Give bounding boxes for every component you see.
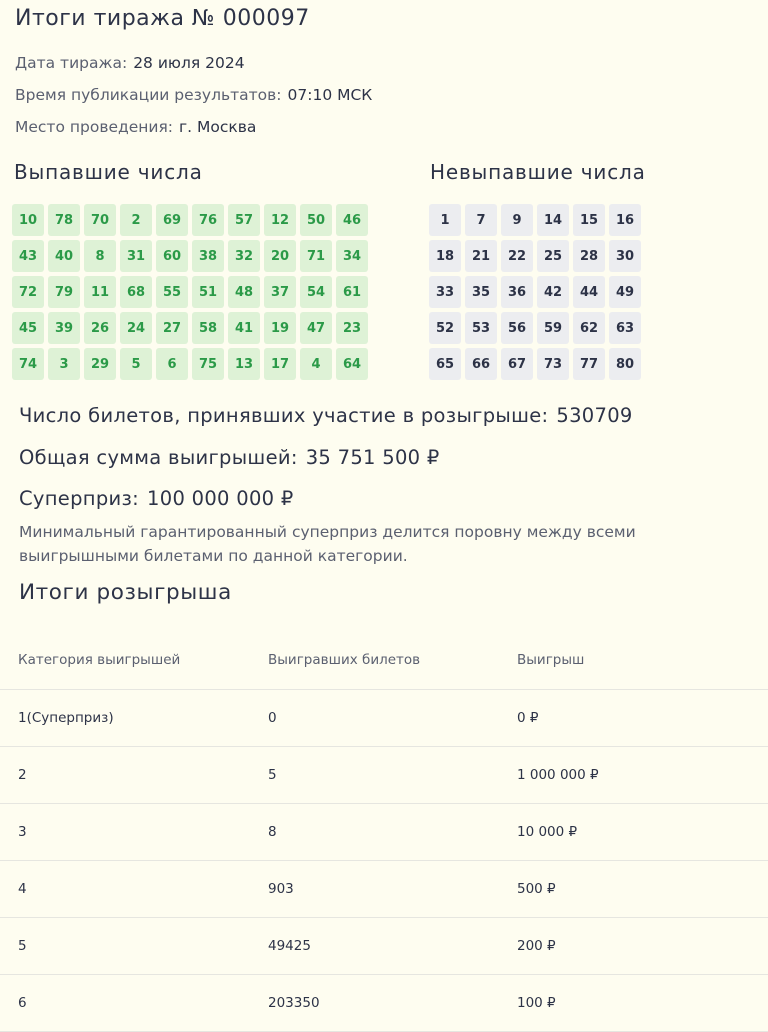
drawn-ball: 3 [48,348,80,380]
drawn-ball: 17 [264,348,296,380]
drawn-ball: 61 [336,276,368,308]
winners-cell: 903 [250,861,499,918]
missed-ball: 77 [573,348,605,380]
missed-ball: 28 [573,240,605,272]
drawn-numbers-heading: Выпавшие числа [14,160,203,184]
category-cell: 2 [0,747,250,804]
drawn-numbers-grid [12,204,368,380]
missed-ball: 9 [501,204,533,236]
publish-time-label: Время публикации результатов: [15,86,282,104]
superprize-value: 100 000 000 ₽ [147,487,294,510]
missed-ball: 22 [501,240,533,272]
drawn-ball: 29 [84,348,116,380]
drawn-ball: 74 [12,348,44,380]
prize-cell: 200 ₽ [499,918,768,975]
drawn-ball: 26 [84,312,116,344]
category-cell: 6 [0,975,250,1032]
drawn-ball: 55 [156,276,188,308]
drawn-ball: 23 [336,312,368,344]
column-header-category: Категория выигрышей [0,630,250,690]
column-header-winners: Выигравших билетов [250,630,499,690]
drawn-ball: 32 [228,240,260,272]
missed-ball: 30 [609,240,641,272]
results-header-row [0,630,768,690]
category-cell: 3 [0,804,250,861]
missed-ball: 1 [429,204,461,236]
drawn-ball: 8 [84,240,116,272]
draw-place-value: г. Москва [179,118,257,136]
drawn-ball: 51 [192,276,224,308]
drawn-ball: 40 [48,240,80,272]
drawn-ball: 78 [48,204,80,236]
page-title: Итоги тиража № 000097 [15,6,310,31]
total-winnings-row [19,446,440,469]
drawn-ball: 75 [192,348,224,380]
missed-ball: 36 [501,276,533,308]
publish-time-row [15,86,372,104]
superprize-note: Минимальный гарантированный суперприз делится поровну между всеми выигрышными билетами по данной категории. [19,523,636,565]
drawn-ball: 5 [120,348,152,380]
drawn-ball: 11 [84,276,116,308]
drawn-ball: 12 [264,204,296,236]
drawn-ball: 79 [48,276,80,308]
table-row [0,747,768,804]
draw-place-label: Место проведения: [15,118,174,136]
table-row [0,861,768,918]
drawn-ball: 19 [264,312,296,344]
drawn-ball: 27 [156,312,188,344]
superprize-label: Суперприз: [19,487,140,510]
drawn-ball: 54 [300,276,332,308]
drawn-ball: 46 [336,204,368,236]
drawn-ball: 20 [264,240,296,272]
missed-ball: 67 [501,348,533,380]
missed-ball: 62 [573,312,605,344]
tickets-count-value: 530709 [556,404,633,427]
total-winnings-value: 35 751 500 ₽ [305,446,440,469]
column-header-prize: Выигрыш [499,630,768,690]
missed-ball: 14 [537,204,569,236]
winners-cell: 49425 [250,918,499,975]
drawn-ball: 10 [12,204,44,236]
total-winnings-label: Общая сумма выигрышей: [19,446,298,469]
results-body [0,690,768,1032]
tickets-count-label: Число билетов, принявших участие в розыгрыше: [19,404,549,427]
drawn-ball: 48 [228,276,260,308]
drawn-ball: 47 [300,312,332,344]
winners-cell: 8 [250,804,499,861]
missed-ball: 21 [465,240,497,272]
drawn-ball: 39 [48,312,80,344]
drawn-ball: 4 [300,348,332,380]
drawn-ball: 50 [300,204,332,236]
drawn-ball: 6 [156,348,188,380]
drawn-ball: 70 [84,204,116,236]
missed-ball: 35 [465,276,497,308]
drawn-ball: 38 [192,240,224,272]
missed-ball: 53 [465,312,497,344]
missed-ball: 33 [429,276,461,308]
missed-numbers-grid [429,204,641,380]
drawn-ball: 45 [12,312,44,344]
category-cell: 5 [0,918,250,975]
missed-ball: 15 [573,204,605,236]
winners-cell: 203350 [250,975,499,1032]
missed-ball: 59 [537,312,569,344]
drawn-ball: 31 [120,240,152,272]
missed-ball: 52 [429,312,461,344]
table-row [0,804,768,861]
winners-cell: 5 [250,747,499,804]
drawn-ball: 71 [300,240,332,272]
prize-cell: 10 000 ₽ [499,804,768,861]
table-row [0,975,768,1032]
missed-ball: 18 [429,240,461,272]
winners-cell: 0 [250,690,499,747]
drawn-ball: 76 [192,204,224,236]
drawn-ball: 24 [120,312,152,344]
drawn-ball: 13 [228,348,260,380]
draw-date-value: 28 июля 2024 [133,54,245,72]
table-row [0,690,768,747]
missed-ball: 80 [609,348,641,380]
publish-time-value: 07:10 МСК [287,86,373,104]
missed-ball: 44 [573,276,605,308]
drawn-ball: 57 [228,204,260,236]
missed-ball: 73 [537,348,569,380]
drawn-ball: 34 [336,240,368,272]
missed-ball: 25 [537,240,569,272]
draw-date-label: Дата тиража: [15,54,128,72]
drawn-ball: 69 [156,204,188,236]
draw-place-row [15,118,256,136]
drawn-ball: 58 [192,312,224,344]
prize-cell: 0 ₽ [499,690,768,747]
missed-ball: 49 [609,276,641,308]
draw-date-row [15,54,245,72]
tickets-count-row [19,404,633,427]
prize-cell: 500 ₽ [499,861,768,918]
missed-ball: 16 [609,204,641,236]
superprize-row [19,487,294,510]
drawn-ball: 68 [120,276,152,308]
drawn-ball: 41 [228,312,260,344]
prize-cell: 100 ₽ [499,975,768,1032]
table-row [0,918,768,975]
drawn-ball: 64 [336,348,368,380]
drawn-ball: 43 [12,240,44,272]
results-heading: Итоги розыгрыша [19,580,232,605]
missed-ball: 42 [537,276,569,308]
missed-ball: 7 [465,204,497,236]
missed-ball: 65 [429,348,461,380]
drawn-ball: 72 [12,276,44,308]
missed-ball: 66 [465,348,497,380]
drawn-ball: 60 [156,240,188,272]
prize-cell: 1 000 000 ₽ [499,747,768,804]
category-cell: 1(Суперприз) [0,690,250,747]
drawn-ball: 37 [264,276,296,308]
missed-ball: 63 [609,312,641,344]
missed-numbers-heading: Невыпавшие числа [430,160,646,184]
results-table [0,630,768,1032]
category-cell: 4 [0,861,250,918]
drawn-ball: 2 [120,204,152,236]
missed-ball: 56 [501,312,533,344]
